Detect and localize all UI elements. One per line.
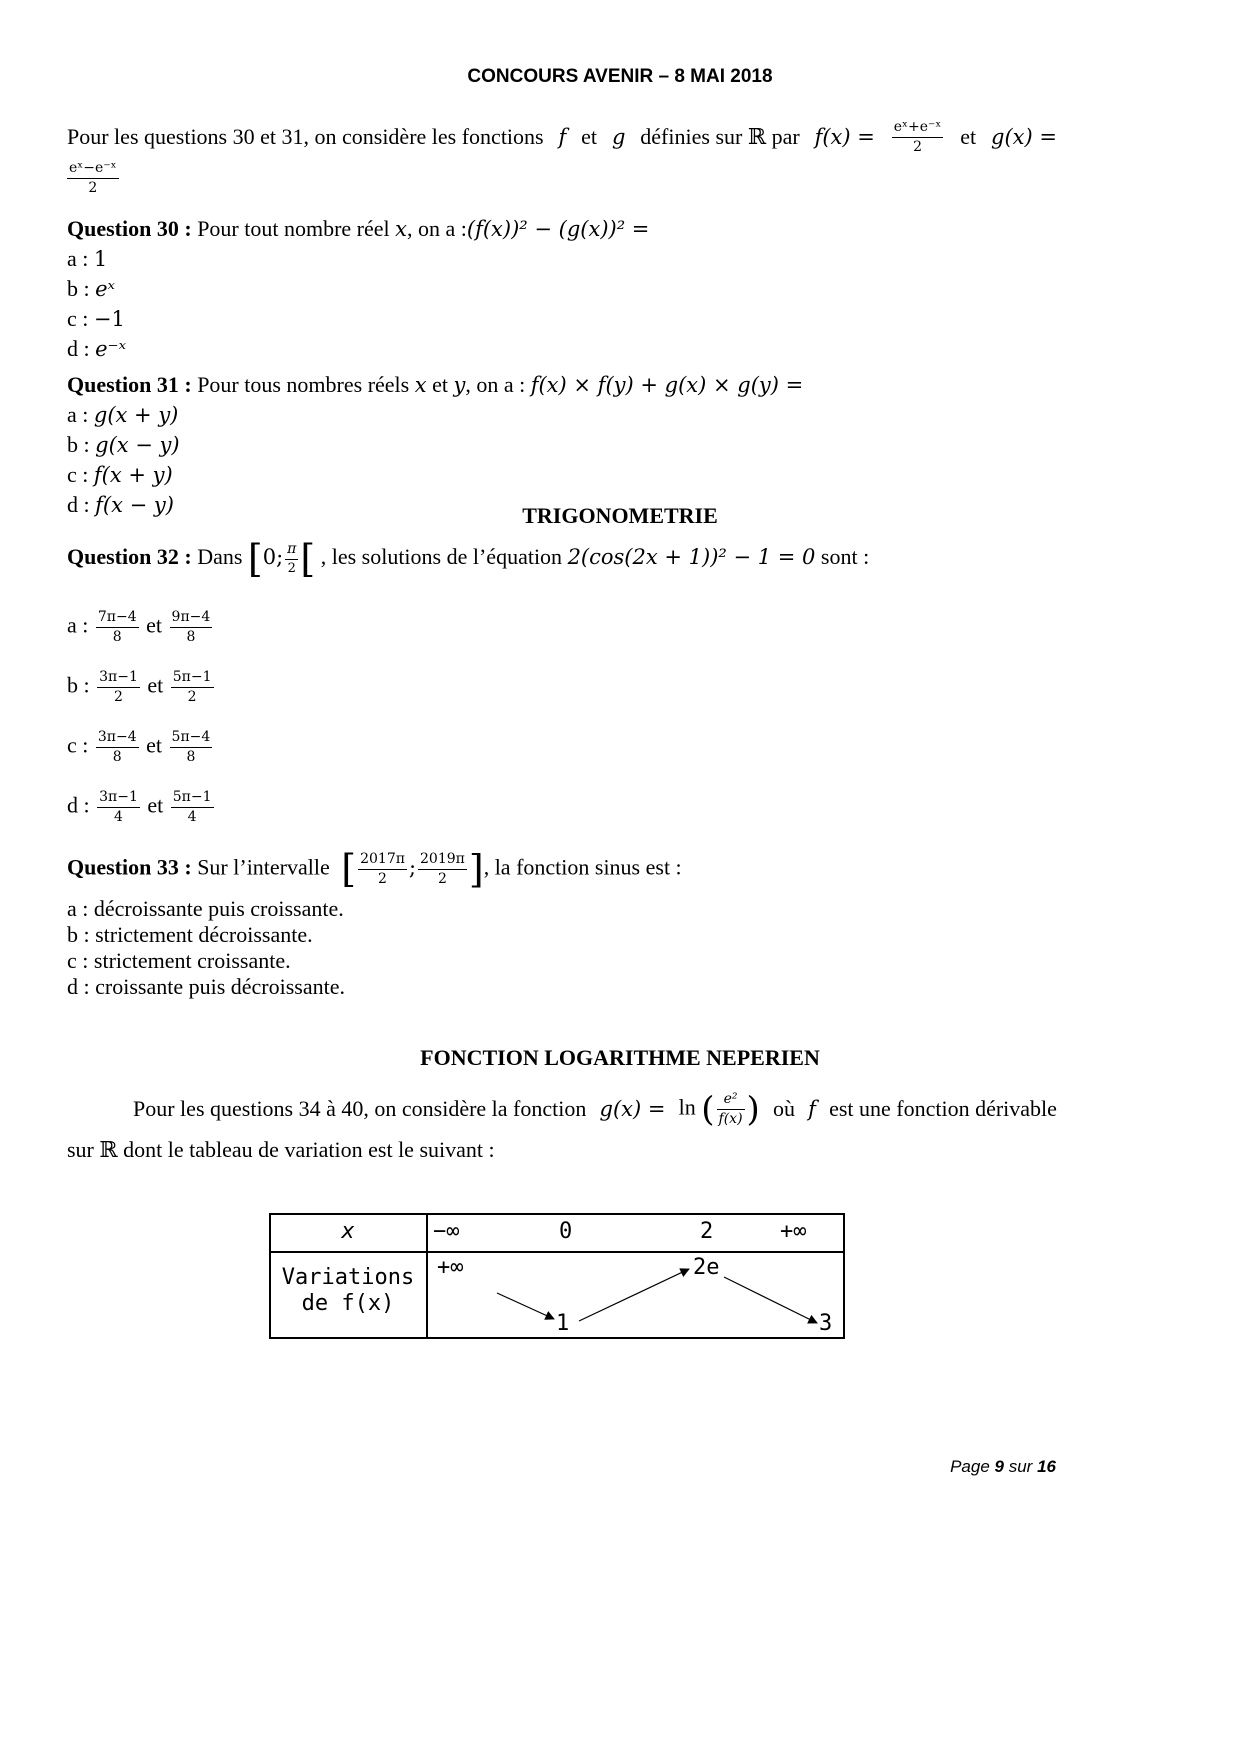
question-32-stem: Question 32 : Dans [0; $\frac{\pi}{2}$ [ , les solutions de l’équation 2(cos(2x + 1))² − 1 = 0 sont : (67, 537, 870, 581)
x-value-minus-infinity: −∞ (433, 1219, 460, 1244)
f-value-plus-infinity: +∞ (437, 1255, 464, 1280)
section-title-trigonometrie: TRIGONOMETRIE (522, 503, 718, 528)
f-value-1: 1 (556, 1311, 570, 1336)
intro-34-40: Pour les questions 34 à 40, on considère la fonction g(x) = ln ( $\frac{\text{e²}}{f(x)}$ ) où f est une fonction dérivable sur ℝ dont le tableau de variation est le suivant : (67, 1089, 1057, 1162)
f-value-2e: 2e (693, 1255, 720, 1280)
option-33-c[interactable]: c : strictement croissante. (67, 948, 291, 973)
f-definition-fraction: $\frac{\text{eˣ+e⁻ˣ}}{2}$ (893, 119, 942, 155)
g-definition-fraction: $\frac{\text{eˣ−e⁻ˣ}}{2}$ (69, 159, 117, 196)
x-header: x (341, 1219, 355, 1244)
option-30-b[interactable]: b : eˣ (67, 276, 116, 301)
option-32-c[interactable]: c : $\frac{3\pi-4}{8}$ et $\frac{5\pi-4}{8}$ (67, 729, 211, 765)
ln-expression: ln ( $\frac{\text{e²}}{f(x)}$ ) (678, 1089, 760, 1130)
question-33-stem: Question 33 : Sur l’intervalle [ $\frac{2017\pi}{2}$ ; $\frac{2019\pi}{2}$ ], la fonction sinus est : (67, 847, 682, 892)
option-32-d[interactable]: d : $\frac{3\pi-1}{4}$ et $\frac{5\pi-1}{4}$ (67, 789, 212, 825)
question-33-options (67, 896, 345, 1000)
option-33-a[interactable]: a : décroissante puis croissante. (67, 896, 344, 921)
option-33-b[interactable]: b : strictement décroissante. (67, 922, 313, 947)
question-30-stem: Question 30 : Pour tout nombre réel x, on a :(f(x))² − (g(x))² = (67, 216, 650, 241)
option-31-c[interactable]: c : f(x + y) (67, 462, 173, 487)
x-value-2: 2 (700, 1219, 714, 1244)
option-31-a[interactable]: a : g(x + y) (67, 402, 179, 427)
arrow-decreasing-1 (497, 1293, 554, 1319)
option-30-d[interactable]: d : e⁻ˣ (67, 336, 127, 361)
question-30 (67, 214, 649, 364)
option-32-a[interactable]: a : $\frac{7\pi-4}{8}$ et $\frac{9\pi-4}{8}$ (67, 609, 211, 645)
option-33-d[interactable]: d : croissante puis décroissante. (67, 974, 345, 999)
arrow-decreasing-2 (724, 1277, 817, 1323)
row-label-variations: Variations de f(x) (281, 1265, 415, 1316)
variation-table (269, 1213, 845, 1339)
arrow-increasing (579, 1269, 689, 1321)
intro-30-31: Pour les questions 30 et 31, on considère les fonctions f et g définies sur ℝ par f(x) = $\frac{\text{eˣ+e⁻ˣ}}{2}$ et g(x) = $\frac{\text{eˣ−e⁻ˣ}}{2}$ (67, 119, 1057, 196)
option-30-a[interactable]: a : 1 (67, 246, 108, 271)
option-31-b[interactable]: b : g(x − y) (67, 432, 180, 457)
f-value-3: 3 (819, 1311, 833, 1336)
section-title-logarithme: FONCTION LOGARITHME NEPERIEN (420, 1045, 820, 1070)
question-31 (67, 370, 803, 520)
option-30-c[interactable]: c : −1 (67, 306, 125, 331)
page-header-title: CONCOURS AVENIR – 8 MAI 2018 (467, 66, 773, 87)
option-32-b[interactable]: b : $\frac{3\pi-1}{2}$ et $\frac{5\pi-1}{2}$ (67, 669, 212, 705)
option-31-d[interactable]: d : f(x − y) (67, 492, 174, 517)
x-value-plus-infinity: +∞ (780, 1219, 807, 1244)
question-31-stem: Question 31 : Pour tous nombres réels x et y, on a : f(x) × f(y) + g(x) × g(y) = (67, 372, 804, 397)
page-number: Page 9 sur 16 (950, 1457, 1056, 1476)
x-value-0: 0 (559, 1219, 573, 1244)
